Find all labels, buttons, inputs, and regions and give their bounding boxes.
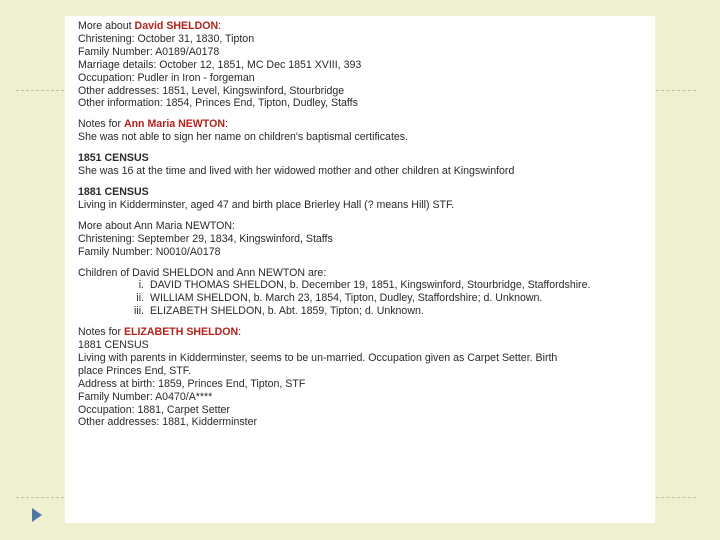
elizabeth-line: Occupation: 1881, Carpet Setter	[78, 403, 230, 416]
david-line: Other information: 1854, Princes End, Tipton, Dudley, Staffs	[78, 97, 358, 110]
slide-guide-line-bottom	[16, 497, 64, 498]
david-line: Occupation: Pudler in Iron - forgeman	[78, 71, 255, 84]
children-heading: Children of David SHELDON and Ann NEWTON are:	[78, 266, 327, 279]
elizabeth-line: Family Number: A0470/A****	[78, 390, 213, 403]
ann-notes-header: Notes for Ann Maria NEWTON:	[78, 118, 228, 131]
ann-more-line: More about Ann Maria NEWTON:	[78, 219, 236, 232]
david-line: Family Number: A0189/A0178	[78, 45, 220, 58]
ann-more-line: Christening: September 29, 1834, Kingswinford, Staffs	[78, 232, 333, 245]
genealogy-document	[65, 16, 655, 523]
census-1881-heading: 1881 CENSUS	[78, 185, 149, 198]
child-item: iii. ELIZABETH SHELDON, b. Abt. 1859, Tipton; d. Unknown.	[133, 305, 424, 318]
slide-bullet-arrow-icon	[32, 508, 42, 522]
child-item: ii. WILLIAM SHELDON, b. March 23, 1854, Tipton, Dudley, Staffordshire; d. Unknown.	[136, 292, 543, 305]
elizabeth-line: place Princes End, STF.	[78, 364, 192, 377]
david-header: More about David SHELDON:	[78, 20, 222, 32]
slide-guide-line-top-right	[656, 90, 696, 91]
slide-guide-line-bottom-right	[656, 497, 696, 498]
elizabeth-line: 1881 CENSUS	[78, 339, 149, 352]
census-1851-line: She was 16 at the time and lived with her widowed mother and other children at Kingswinford	[78, 165, 515, 178]
david-line: Other addresses: 1851, Level, Kingswinford, Stourbridge	[78, 84, 345, 97]
elizabeth-header: Notes for ELIZABETH SHELDON:	[78, 326, 242, 339]
ann-notes-line: She was not able to sign her name on children's baptismal certificates.	[78, 131, 409, 144]
david-line: Christening: October 31, 1830, Tipton	[78, 32, 255, 45]
slide-guide-line-top	[16, 90, 64, 91]
elizabeth-line: Address at birth: 1859, Princes End, Tipton, STF	[78, 377, 306, 390]
census-1851-heading: 1851 CENSUS	[78, 152, 149, 165]
ann-name: Ann Maria NEWTON	[123, 118, 225, 131]
census-1881-line: Living in Kidderminster, aged 47 and birth place Brierley Hall (? means Hill) STF.	[78, 198, 455, 211]
ann-more-line: Family Number: N0010/A0178	[78, 245, 221, 258]
elizabeth-line: Living with parents in Kidderminster, seems to be un-married. Occupation given as Carpet Setter. Birth	[78, 351, 558, 364]
david-line: Marriage details: October 12, 1851, MC Dec 1851 XVIII, 393	[78, 58, 362, 71]
child-item: i. DAVID THOMAS SHELDON, b. December 19, 1851, Kingswinford, Stourbridge, Staffordshire.	[138, 279, 591, 292]
elizabeth-name: ELIZABETH SHELDON	[123, 326, 239, 339]
elizabeth-line: Other addresses: 1881, Kidderminster	[78, 416, 258, 429]
david-name: David SHELDON	[134, 20, 219, 32]
